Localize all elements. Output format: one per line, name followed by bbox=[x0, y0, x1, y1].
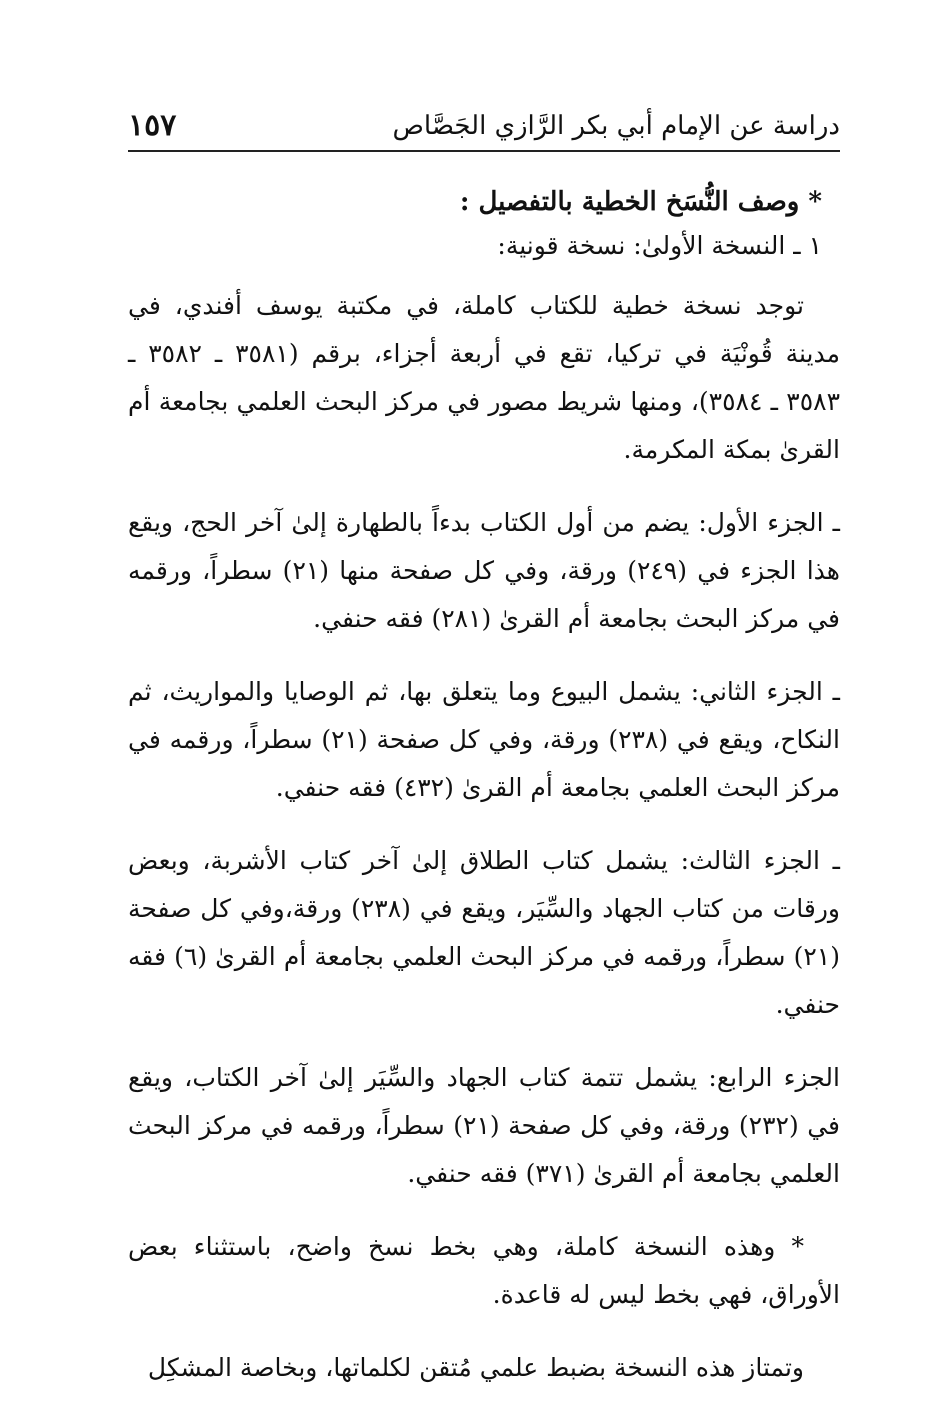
paragraph-part-four: الجزء الرابع: يشمل تتمة كتاب الجهاد والسِّيَر إلىٰ آخر الكتاب، ويقع في (٢٣٢) ورقة، وفي كل صفحة (٢١) سطراً، ورقمه في مركز البحث العلمي بجامعة أم القرىٰ (٣٧١) فقه حنفي. bbox=[128, 1063, 840, 1188]
paragraph-description: توجد نسخة خطية للكتاب كاملة، في مكتبة يوسف أفندي، في مدينة قُونْيَة في تركيا، تقع في أربعة أجزاء، برقم (٣٥٨١ ـ ٣٥٨٢ ـ ٣٥٨٣ ـ ٣٥٨٤)، ومنها شريط مصور في مركز البحث العلمي بجامعة أم القرىٰ بمكة المكرمة. bbox=[128, 291, 841, 464]
book-page bbox=[128, 100, 840, 1417]
page-number: ١٥٧ bbox=[128, 108, 177, 143]
paragraph-script-note: * وهذه النسخة كاملة، وهي بخط نسخ واضح، باستثناء بعض الأوراق، فهي بخط ليس له قاعدة. bbox=[128, 1232, 840, 1309]
section-heading: * وصف النُّسَخ الخطية بالتفصيل : bbox=[459, 187, 822, 217]
paragraph-part-one: ـ الجزء الأول: يضم من أول الكتاب بدءاً بالطهارة إلىٰ آخر الحج، ويقع هذا الجزء في (٢٤٩) ورقة، وفي كل صفحة منها (٢١) سطراً، ورقمه في مركز البحث بجامعة أم القرىٰ (٢٨١) فقه حنفي. bbox=[128, 508, 840, 633]
paragraph-part-two: ـ الجزء الثاني: يشمل البيوع وما يتعلق بها، ثم الوصايا والمواريث، ثم النكاح، ويقع في (٢٣٨) ورقة، وفي كل صفحة (٢١) سطراً، ورقمه في مركز البحث العلمي بجامعة أم القرىٰ (٤٣٢) فقه حنفي. bbox=[128, 677, 840, 802]
manuscript-subheading: ١ ـ النسخة الأولىٰ: نسخة قونية: bbox=[497, 231, 822, 260]
paragraph-features: وتمتاز هذه النسخة بضبط علمي مُتقن لكلماتها، وبخاصة المشكِل bbox=[147, 1353, 804, 1382]
paragraph-part-three: ـ الجزء الثالث: يشمل كتاب الطلاق إلىٰ آخر كتاب الأشربة، وبعض ورقات من كتاب الجهاد والسِّيَر، ويقع في (٢٣٨) ورقة،وفي كل صفحة (٢١) سطراً، ورقمه في مركز البحث العلمي بجامعة أم القرىٰ (٦) فقه حنفي. bbox=[128, 846, 840, 1019]
running-header bbox=[128, 100, 840, 152]
running-title: دراسة عن الإمام أبي بكر الرَّازي الجَصَّاص bbox=[392, 111, 840, 141]
